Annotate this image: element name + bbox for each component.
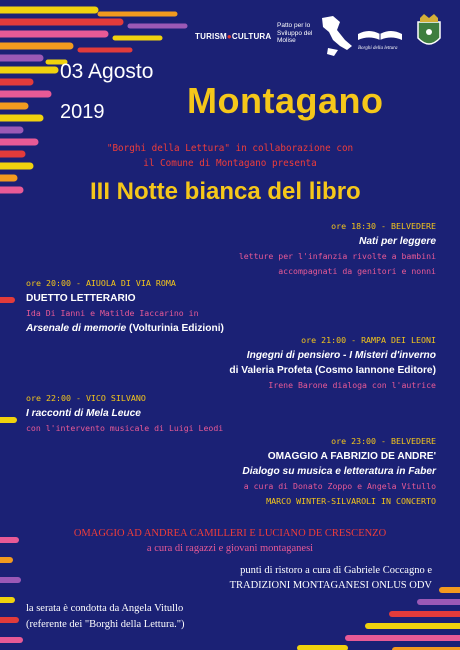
- borghi-lettura-logo: Borghi della lettura: [358, 46, 398, 51]
- sponsor-logos: [195, 10, 446, 58]
- event-5: [242, 434, 436, 509]
- event-description: accompagnati da genitori e nonni: [278, 266, 436, 276]
- event-description: Irene Barone dialoga con l'autrice: [268, 380, 436, 390]
- town-title: Montagano: [187, 80, 384, 121]
- event-time: ore 23:00 - BELVEDERE: [331, 436, 436, 446]
- event-3: [229, 333, 436, 393]
- event-time: ore 21:00 - RAMPA DEI LEONI: [301, 335, 436, 345]
- tribute-text: OMAGGIO AD ANDREA CAMILLERI E LUCIANO DE CRESCENZO: [73, 528, 387, 539]
- event-description: Ida Di Ianni e Matilde Iaccarino in: [26, 308, 199, 318]
- event-description: letture per l'infanzia rivolte a bambini: [238, 251, 436, 261]
- collaboration-text: "Borghi della Lettura" in collaborazione con il Comune di Montagano presenta: [106, 143, 354, 169]
- turismo-cultura-logo: TURISM●CULTURA: [195, 32, 272, 41]
- event-subtitle: Dialogo su musica e letteratura in Faber: [242, 466, 436, 477]
- event-time: ore 18:30 - BELVEDERE: [331, 221, 436, 231]
- host-text: la serata è condotta da Angela Vitullo: [26, 603, 184, 614]
- event-title: Nati per leggere: [359, 236, 436, 247]
- event-2: [26, 276, 224, 336]
- event-4: [26, 391, 223, 436]
- event-author: di Valeria Profeta (Cosmo Iannone Editore): [229, 365, 436, 376]
- event-title: OMAGGIO A FABRIZIO DE ANDRE': [267, 451, 436, 462]
- event-concert: MARCO WINTER-SILVAROLI IN CONCERTO: [266, 496, 436, 506]
- event-time: ore 20:00 - AIUOLA DI VIA ROMA: [26, 278, 176, 288]
- event-date: 03 Agosto: [60, 60, 154, 83]
- event-1: [239, 219, 436, 279]
- refreshments-organizer: TRADIZIONI MONTAGANESI ONLUS ODV: [229, 580, 432, 591]
- event-description: con l'intervento musicale di Luigi Leodi: [26, 423, 224, 433]
- book-title: Arsenale di memorie: [26, 323, 127, 334]
- publisher: (Volturinia Edizioni): [126, 323, 224, 334]
- refreshments-text: punti di ristoro a cura di Gabriele Coccagno e: [240, 565, 432, 576]
- event-title: Ingegni di pensiero - I Misteri d'inverno: [246, 350, 436, 361]
- event-title: DUETTO LETTERARIO: [26, 293, 136, 304]
- event-description: a cura di Donato Zoppo e Angela Vitullo: [243, 481, 436, 491]
- event-year: 2019: [60, 101, 105, 123]
- patto-sviluppo-logo: Patto per lo Sviluppo del Molise: [277, 22, 313, 44]
- headline: III Notte bianca del libro: [90, 178, 361, 205]
- host-role: (referente dei "Borghi della Lettura."): [26, 619, 185, 630]
- tribute-curated-by: a cura di ragazzi e giovani montaganesi: [146, 543, 314, 554]
- event-time: ore 22:00 - VICO SILVANO: [26, 393, 146, 403]
- event-title: I racconti di Mela Leuce: [26, 408, 141, 419]
